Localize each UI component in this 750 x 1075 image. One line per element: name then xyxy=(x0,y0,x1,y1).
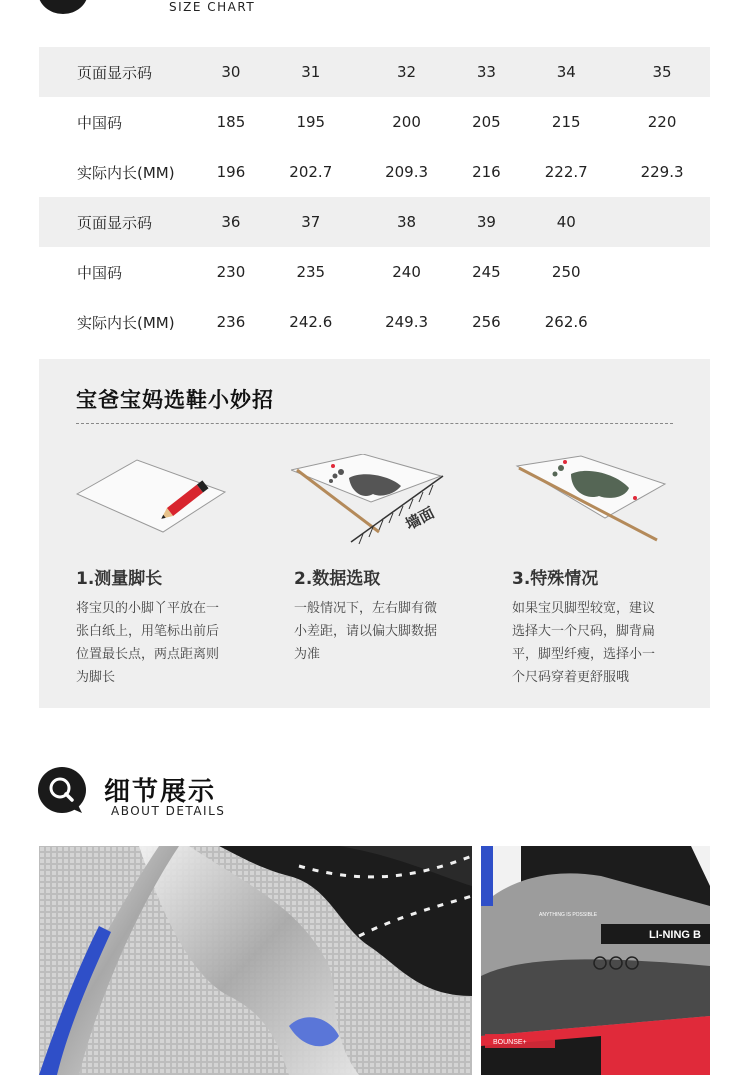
size-cell: 34 xyxy=(518,47,614,97)
size-cell xyxy=(614,197,710,247)
tip-measure xyxy=(76,564,256,689)
size-table-row xyxy=(39,247,710,297)
size-row-label: 页面显示码 xyxy=(39,197,199,247)
size-cell: 185 xyxy=(216,113,246,131)
tips-title: 宝爸宝妈选鞋小妙招 xyxy=(76,388,274,412)
size-cell: 31 xyxy=(263,47,359,97)
size-cell: 196 xyxy=(216,163,246,181)
size-cell: 39 xyxy=(454,197,518,247)
size-table-row xyxy=(39,47,710,97)
size-cell: 32 xyxy=(359,47,455,97)
brand-label: LI-NING B xyxy=(649,929,701,941)
size-row-label: 实际内长(MM) xyxy=(77,163,175,182)
tips-panel xyxy=(39,359,710,708)
tip-text: 一般情况下，左右脚有微 小差距，请以偏大脚数据 为准 xyxy=(294,601,438,662)
divider xyxy=(76,423,673,424)
size-cell: 195 xyxy=(296,113,326,131)
size-row-label: 实际内长(MM) xyxy=(77,313,175,332)
size-cell: 209.3 xyxy=(385,163,429,181)
size-cell: 30 xyxy=(199,47,263,97)
tip-heading: 3.特殊情况 xyxy=(512,569,599,589)
wall-label: 墙面 xyxy=(402,503,438,534)
size-cell xyxy=(614,297,710,347)
size-table-row xyxy=(39,97,710,147)
size-cell: 256 xyxy=(472,313,501,331)
tip-data-selection xyxy=(294,564,474,666)
size-row-label: 页面显示码 xyxy=(39,47,199,97)
tip-heading: 2.数据选取 xyxy=(294,569,381,589)
footprint-ruler-icon xyxy=(291,454,451,554)
size-cell: 36 xyxy=(199,197,263,247)
size-cell: 37 xyxy=(263,197,359,247)
size-row-label: 中国码 xyxy=(77,113,123,132)
tip-text: 将宝贝的小脚丫平放在一 张白纸上，用笔标出前后 位置最长点，两点距离则 为脚长 xyxy=(76,601,220,685)
size-row-label: 中国码 xyxy=(77,263,123,282)
size-cell: 202.7 xyxy=(289,163,333,181)
shoe-closeup-photo xyxy=(39,846,472,1075)
size-cell: 38 xyxy=(359,197,455,247)
size-cell: 205 xyxy=(472,113,501,131)
size-cell: 222.7 xyxy=(544,163,588,181)
size-table-row xyxy=(39,197,710,247)
size-cell: 33 xyxy=(454,47,518,97)
size-cell xyxy=(614,247,710,297)
size-cell: 220 xyxy=(647,113,677,131)
tip-text: 如果宝贝脚型较宽，建议 选择大一个尺码，脚背扁 平，脚型纤瘦，选择小一 个尺码穿着更舒服哦 xyxy=(512,601,656,685)
size-chart-header xyxy=(38,0,338,18)
size-cell: 245 xyxy=(472,263,501,281)
pencil-paper-icon xyxy=(75,454,235,554)
size-cell: 40 xyxy=(518,197,614,247)
footprint-ruler-icon xyxy=(509,454,669,554)
size-table xyxy=(39,47,710,347)
size-cell: 262.6 xyxy=(544,313,588,331)
tip-heading: 1.测量脚长 xyxy=(76,569,163,589)
details-title: 细节展示 xyxy=(104,777,217,807)
size-cell: 229.3 xyxy=(640,163,684,181)
size-cell: 249.3 xyxy=(385,313,429,331)
tagline-label: ANYTHING IS POSSIBLE xyxy=(539,912,598,918)
size-cell: 35 xyxy=(614,47,710,97)
size-cell: 200 xyxy=(392,113,421,131)
size-cell: 235 xyxy=(296,263,326,281)
size-cell: 236 xyxy=(216,313,246,331)
tip-special-case xyxy=(512,564,692,689)
size-cell: 230 xyxy=(216,263,246,281)
size-chart-subtitle: SIZE CHART xyxy=(169,0,256,14)
details-subtitle: ABOUT DETAILS xyxy=(111,804,226,818)
size-cell: 242.6 xyxy=(289,313,333,331)
size-cell: 216 xyxy=(472,163,501,181)
size-cell: 240 xyxy=(392,263,421,281)
size-table-row xyxy=(39,297,710,347)
search-bubble-icon xyxy=(38,0,88,14)
size-table-row xyxy=(39,147,710,197)
size-cell: 215 xyxy=(551,113,581,131)
search-bubble-icon xyxy=(38,767,86,813)
details-header xyxy=(38,767,338,819)
sole-label: BOUNSE+ xyxy=(493,1039,527,1046)
size-cell: 250 xyxy=(551,263,581,281)
shoe-side-photo xyxy=(481,846,710,1075)
